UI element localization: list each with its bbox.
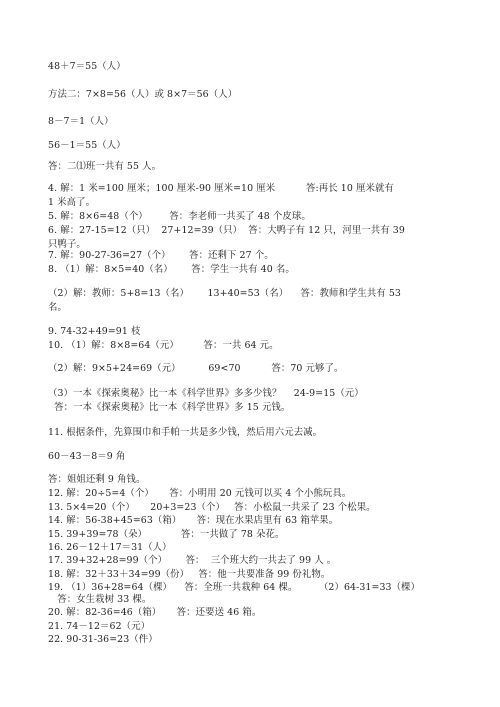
text-line: 18. 解：32＋33＋34=99（份） 答：他一共要准备 99 份礼物。 bbox=[48, 569, 331, 580]
text-line: 13. 5×4=20（个） 20+3=23（个） 答：小松鼠一共采了 23 个松果。 bbox=[48, 502, 376, 513]
text-line: 答：二⑴班一共有 55 人。 bbox=[48, 161, 162, 172]
text-line: 10. （1）解：8×8=64（元） 答：一共 64 元。 bbox=[48, 340, 279, 351]
text-line: （2）解：教师：5+8=13（名） 13+40=53（名） 答：教师和学生共有 53 bbox=[48, 288, 401, 299]
text-line: 答：女生栽树 33 棵。 bbox=[48, 594, 152, 605]
text-line: 11. 根据条件，先算围巾和手帕一共是多少钱，然后用六元去减。 bbox=[48, 427, 323, 438]
text-line: 4. 解：1 米=100 厘米；100 厘米-90 厘米=10 厘米 答:再长 10 厘米就有 bbox=[48, 183, 394, 194]
text-line: 15. 39+39=78（朵） 答：一共做了 78 朵花。 bbox=[48, 529, 285, 540]
text-line: 5. 解：8×6=48（个） 答：李老师一共买了 48 个皮球。 bbox=[48, 211, 311, 222]
text-line: 答：一本《探索奥秘》比一本《科学世界》多 15 元钱。 bbox=[48, 402, 291, 413]
text-line: 方法二：7×8=56（人）或 8×7＝56（人） bbox=[48, 89, 238, 100]
text-line: 20. 解：82-36=46（箱） 答：还要送 46 箱。 bbox=[48, 607, 262, 618]
text-line: 21. 74－12＝62（元） bbox=[48, 621, 151, 632]
text-line: 48＋7＝55（人） bbox=[48, 61, 126, 72]
text-line: 6. 解：27-15=12（只） 27+12=39（只） 答：大鸭子有 12 只，河里一共有 39 bbox=[48, 225, 405, 236]
text-line: 7. 解：90-27-36=27（个） 答：还剩下 27 个。 bbox=[48, 250, 274, 261]
text-line: 22. 90-31-36=23（件） bbox=[48, 634, 158, 645]
text-line: 19. （1）36+28=64（棵） 答：全班一共栽种 64 棵。 （2）64-31=33（棵） bbox=[48, 582, 420, 593]
text-line: 名。 bbox=[48, 302, 67, 313]
text-line: 14. 解：56-38+45=63（箱） 答：现在水果店里有 63 箱苹果。 bbox=[48, 515, 339, 526]
text-line: 1 米高了。 bbox=[48, 197, 96, 208]
text-line: （2）解：9×5+24=69（元） 69<70 答：70 元够了。 bbox=[48, 363, 344, 374]
text-line: 56－1＝55（人） bbox=[48, 140, 126, 151]
text-line: 8－7＝1（人） bbox=[48, 116, 114, 127]
text-line: （3）一本《探索奥秘》比一本《科学世界》多多少钱？ 24-9=15（元） bbox=[48, 388, 364, 399]
text-line: 答：姐姐还剩 9 角钱。 bbox=[48, 474, 146, 485]
text-line: 60－43－8＝9 角 bbox=[48, 451, 126, 462]
text-line: 12. 解：20÷5=4（个） 答：小明用 20 元钱可以买 4 个小熊玩具。 bbox=[48, 488, 352, 499]
text-line: 8. （1）解：8×5=40（名） 答：学生一共有 40 名。 bbox=[48, 264, 295, 275]
text-line: 9. 74-32+49=91 枝 bbox=[48, 326, 141, 337]
text-line: 只鸭子。 bbox=[48, 239, 86, 250]
text-line: 17. 39+32+28=99（个） 答： 三个班大约一共去了 99 人 。 bbox=[48, 555, 337, 566]
text-line: 16. 26－12＋17＝31（人） bbox=[48, 542, 172, 553]
